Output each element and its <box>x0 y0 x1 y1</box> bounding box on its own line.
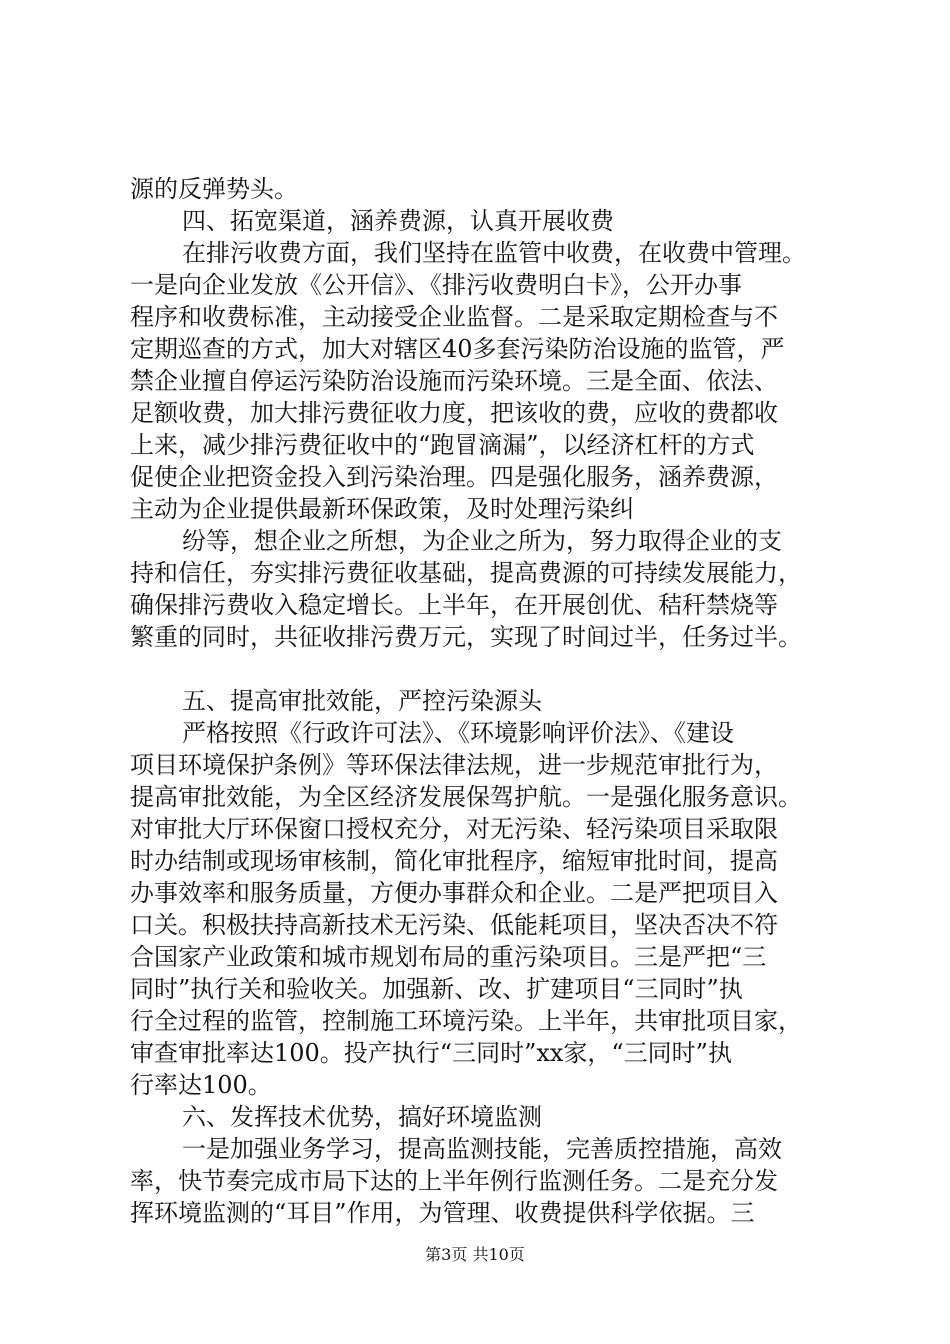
text-line: 率，快节奏完成市局下达的上半年例行监测任务。二是充分发 <box>130 1167 778 1195</box>
text-line: 口关。积极扶持高新技术无污染、低能耗项目，坚决否决不符 <box>130 911 778 939</box>
text-line: 在排污收费方面，我们坚持在监管中收费，在收费中管理。 <box>182 239 806 267</box>
text-line: 禁企业擅自停运污染防治设施而污染环境。三是全面、依法、 <box>130 367 778 395</box>
text-line: 一是加强业务学习，提高监测技能，完善质控措施，高效 <box>182 1135 782 1163</box>
section-heading: 四、拓宽渠道，涵养费源，认真开展收费 <box>182 207 614 235</box>
text-line: 促使企业把资金投入到污染治理。四是强化服务，涵养费源， <box>130 463 778 491</box>
text-line: 时办结制或现场审核制，简化审批程序，缩短审批时间，提高 <box>130 847 778 875</box>
text-line: 繁重的同时，共征收排污费万元，实现了时间过半，任务过半。 <box>130 623 802 651</box>
text-line: 提高审批效能，为全区经济发展保驾护航。一是强化服务意识。 <box>130 783 802 811</box>
text-line: 定期巡查的方式，加大对辖区40多套污染防治设施的监管，严 <box>130 335 785 363</box>
text-line: 同时”执行关和验收关。加强新、改、扩建项目“三同时”执 <box>130 975 743 1003</box>
text-line: 源的反弹势头。 <box>130 175 298 203</box>
text-line: 合国家产业政策和城市规划布局的重污染项目。三是严把“三 <box>130 943 767 971</box>
text-line: 办事效率和服务质量，方便办事群众和企业。二是严把项目入 <box>130 879 778 907</box>
text-line: 程序和收费标准，主动接受企业监督。二是采取定期检查与不 <box>130 303 778 331</box>
text-line: 审查审批率达100。投产执行“三同时”xx家，“三同时”执 <box>130 1039 732 1067</box>
text-line: 行率达100。 <box>130 1071 272 1099</box>
text-line: 项目环境保护条例》等环保法律法规，进一步规范审批行为， <box>130 751 778 779</box>
text-line: 纷等，想企业之所想，为企业之所为，努力取得企业的支 <box>182 527 782 555</box>
text-line: 一是向企业发放《公开信》、《排污收费明白卡》，公开办事 <box>130 271 742 299</box>
text-line: 确保排污费收入稳定增长。上半年，在开展创优、秸秆禁烧等 <box>130 591 778 619</box>
text-line: 上来，减少排污费征收中的“跑冒滴漏”，以经济杠杆的方式 <box>130 431 755 459</box>
text-line: 严格按照《行政许可法》、《环境影响评价法》、《建设 <box>182 719 734 747</box>
text-line: 挥环境监测的“耳目”作用，为管理、收费提供科学依据。三 <box>130 1199 755 1227</box>
text-line: 持和信任，夯实排污费征收基础，提高费源的可持续发展能力， <box>130 559 802 587</box>
text-line: 主动为企业提供最新环保政策，及时处理污染纠 <box>130 495 634 523</box>
text-line: 对审批大厅环保窗口授权充分，对无污染、轻污染项目采取限 <box>130 815 778 843</box>
page-number: 第3页 共10页 <box>425 1245 525 1264</box>
section-heading: 六、发挥技术优势，搞好环境监测 <box>182 1103 542 1131</box>
section-heading: 五、提高审批效能，严控污染源头 <box>182 687 542 715</box>
text-line: 行全过程的监管，控制施工环境污染。上半年，共审批项目家， <box>130 1007 802 1035</box>
text-line: 足额收费，加大排污费征收力度，把该收的费，应收的费都收 <box>130 399 778 427</box>
